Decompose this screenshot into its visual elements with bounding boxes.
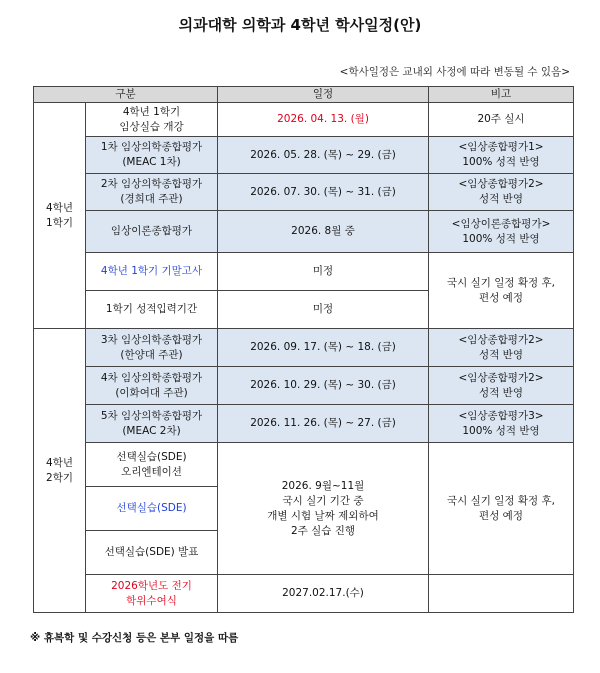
semester1-label: 4학년 1학기 <box>34 103 86 329</box>
footnote: ※ 휴복학 및 수강신청 등은 본부 일정을 따름 <box>30 632 239 644</box>
event-schedule: 2027.02.17.(수) <box>218 575 429 613</box>
event-name: 선택실습(SDE) 오리엔테이션 <box>86 443 218 487</box>
event-schedule: 2026. 09. 17. (목) ~ 18. (금) <box>218 329 429 367</box>
sde-schedule: 2026. 9월~11월 국시 실기 기간 중 개별 시험 날짜 제외하여 2주 실습 진행 <box>218 443 429 575</box>
event-remark: <임상이론종합평가> 100% 성적 반영 <box>429 211 574 253</box>
table-row <box>34 103 574 137</box>
event-remark: <임상종합평가2> 성적 반영 <box>429 367 574 405</box>
event-remark: <임상종합평가1> 100% 성적 반영 <box>429 137 574 174</box>
event-schedule: 2026. 07. 30. (목) ~ 31. (금) <box>218 174 429 211</box>
table-row <box>34 367 574 405</box>
event-name: 2차 임상의학종합평가 (경희대 주관) <box>86 174 218 211</box>
event-remark: <임상종합평가2> 성적 반영 <box>429 174 574 211</box>
event-schedule: 2026. 8월 중 <box>218 211 429 253</box>
event-name: 선택실습(SDE) <box>86 487 218 531</box>
schedule-note: <학사일정은 교내외 사정에 따라 변동될 수 있음> <box>339 66 570 78</box>
event-remark: <임상종합평가2> 성적 반영 <box>429 329 574 367</box>
event-name: 4차 임상의학종합평가 (이화여대 주관) <box>86 367 218 405</box>
schedule-table <box>33 86 574 613</box>
event-name: 4학년 1학기 임상실습 개강 <box>86 103 218 137</box>
table-row <box>34 253 574 291</box>
header-category: 구분 <box>34 87 218 103</box>
event-name: 4학년 1학기 기말고사 <box>86 253 218 291</box>
event-name: 2026학년도 전기 학위수여식 <box>86 575 218 613</box>
event-remark <box>429 575 574 613</box>
header-remark: 비고 <box>429 87 574 103</box>
event-schedule: 2026. 10. 29. (목) ~ 30. (금) <box>218 367 429 405</box>
merged-remark: 국시 실기 일정 확정 후, 편성 예정 <box>429 253 574 329</box>
table-row <box>34 405 574 443</box>
event-schedule: 2026. 11. 26. (목) ~ 27. (금) <box>218 405 429 443</box>
header-schedule: 일정 <box>218 87 429 103</box>
semester2-label: 4학년 2학기 <box>34 329 86 613</box>
event-name: 1학기 성적입력기간 <box>86 291 218 329</box>
table-row <box>34 137 574 174</box>
table-header-row <box>34 87 574 103</box>
event-schedule: 미정 <box>218 291 429 329</box>
event-schedule: 2026. 05. 28. (목) ~ 29. (금) <box>218 137 429 174</box>
event-name: 5차 임상의학종합평가 (MEAC 2차) <box>86 405 218 443</box>
table-row <box>34 211 574 253</box>
table-row <box>34 174 574 211</box>
event-name: 1차 임상의학종합평가 (MEAC 1차) <box>86 137 218 174</box>
event-name: 3차 임상의학종합평가 (한양대 주관) <box>86 329 218 367</box>
event-name: 임상이론종합평가 <box>86 211 218 253</box>
merged-remark: 국시 실기 일정 확정 후, 편성 예정 <box>429 443 574 575</box>
event-schedule: 미정 <box>218 253 429 291</box>
page-title: 의과대학 의학과 4학년 학사일정(안) <box>178 16 422 34</box>
event-remark: <임상종합평가3> 100% 성적 반영 <box>429 405 574 443</box>
event-schedule: 2026. 04. 13. (월) <box>218 103 429 137</box>
table-row <box>34 329 574 367</box>
event-name: 선택실습(SDE) 발표 <box>86 531 218 575</box>
table-row <box>34 443 574 487</box>
event-remark: 20주 실시 <box>429 103 574 137</box>
table-row <box>34 575 574 613</box>
